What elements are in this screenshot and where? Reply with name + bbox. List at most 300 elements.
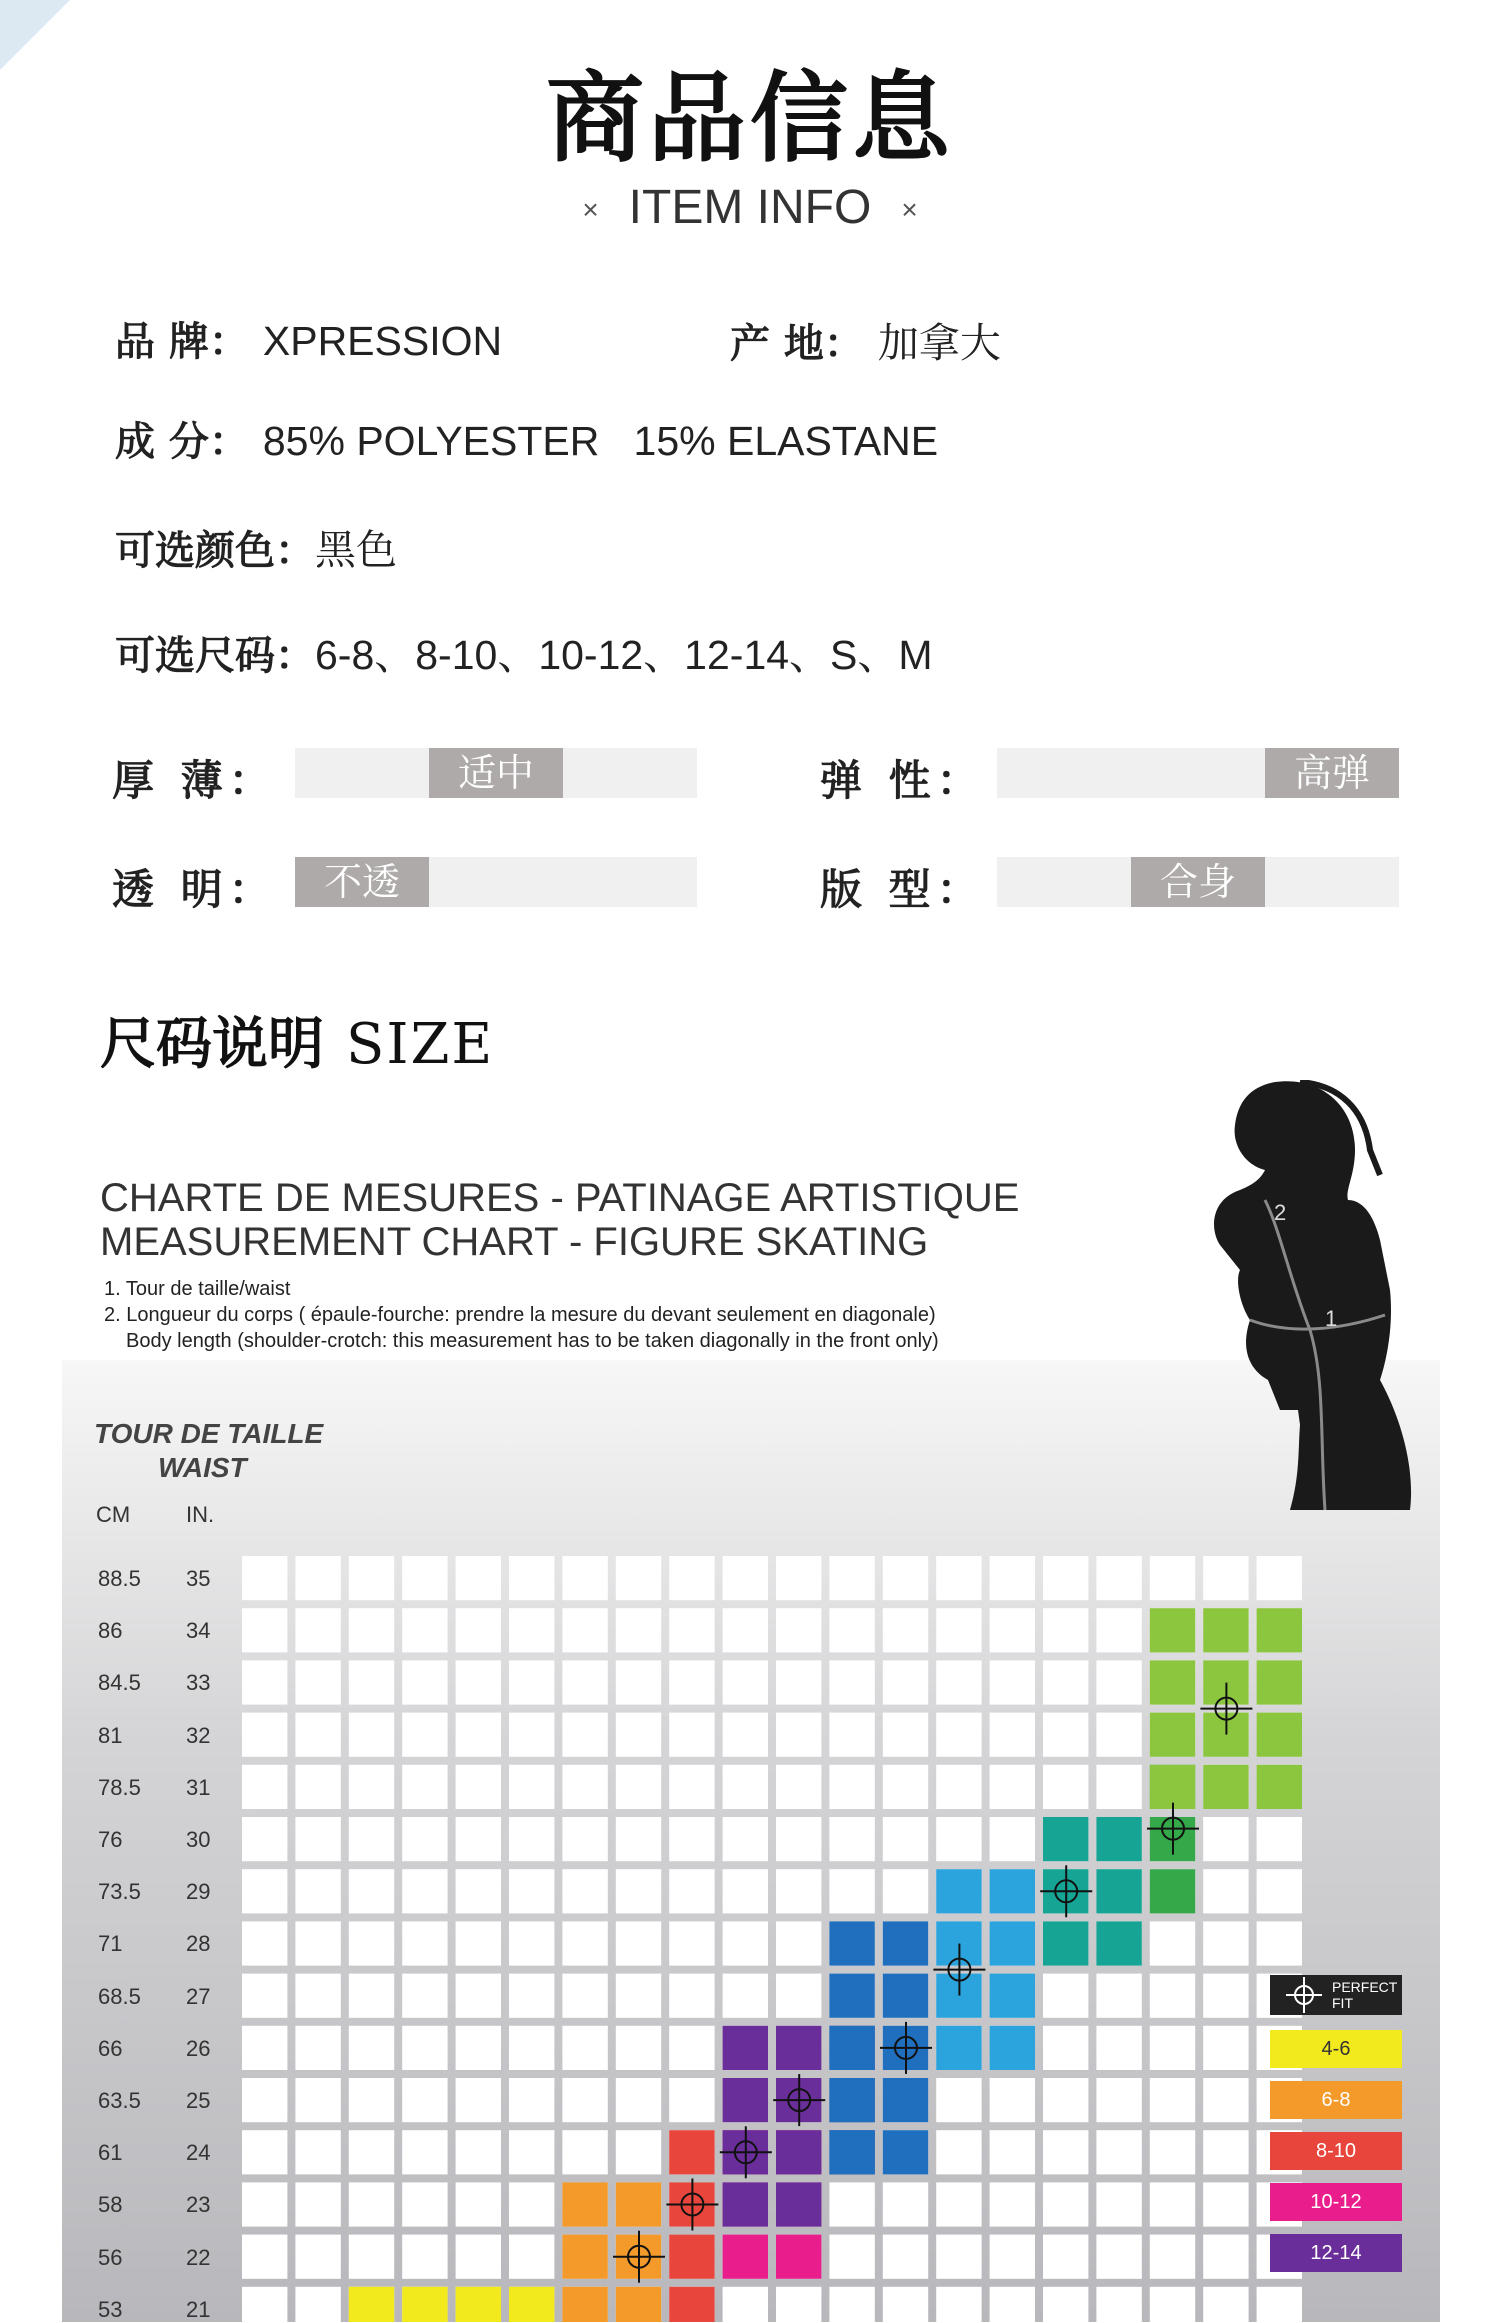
grid-cell (402, 1713, 447, 1757)
grid-cell (936, 1765, 981, 1809)
size-cell-12-14 (723, 2182, 768, 2226)
grid-cell (349, 1817, 394, 1861)
grid-cell (402, 1765, 447, 1809)
size-cell-teal (1096, 1869, 1141, 1913)
grid-cell (883, 1556, 928, 1600)
composition-value: 85% POLYESTER 15% ELASTANE (262, 418, 939, 464)
grid-cell (456, 2235, 501, 2279)
grid-cell (1043, 1608, 1088, 1652)
grid-cell (669, 1556, 714, 1600)
size-cell-lime (1257, 1608, 1302, 1652)
size-cell-12-14 (723, 2026, 768, 2070)
grid-cell (402, 1974, 447, 2018)
grid-cell (1043, 2130, 1088, 2174)
grid-cell (1150, 2078, 1195, 2122)
grid-cell (456, 1817, 501, 1861)
size-cell-10-12 (776, 2235, 821, 2279)
grid-cell (616, 1765, 661, 1809)
grid-cell (1043, 1974, 1088, 2018)
legend-item-6-8: 6-8 (1270, 2081, 1402, 2119)
grid-cell (562, 1817, 607, 1861)
grid-cell (669, 1660, 714, 1704)
legend-item-12-14: 12-14 (1270, 2234, 1402, 2272)
grid-cell (1096, 2235, 1141, 2279)
y-tick-in: 30 (186, 1827, 211, 1852)
size-cell-blue (829, 2130, 874, 2174)
silhouette-mark-1: 1 (1325, 1306, 1338, 1331)
brand-value: XPRESSION (262, 318, 503, 364)
grid-cell (456, 2182, 501, 2226)
y-tick-in: 33 (186, 1670, 211, 1696)
grid-cell (1203, 1556, 1248, 1600)
size-cell-12-14 (723, 2078, 768, 2122)
grid-cell (616, 2026, 661, 2070)
grid-cell (349, 1765, 394, 1809)
grid-cell (456, 1869, 501, 1913)
separator-right: × (901, 194, 918, 226)
grid-cell (1043, 2026, 1088, 2070)
elasticity-label: 弹 性： (820, 756, 985, 805)
transparency-label: 透 明： (112, 865, 277, 914)
chart-note-1: 1. Tour de taille/waist (104, 1278, 291, 1300)
grid-cell (509, 1608, 554, 1652)
grid-cell (616, 1869, 661, 1913)
size-cell-6-8 (562, 2287, 607, 2322)
grid-cell (1096, 1713, 1141, 1757)
size-cell-lime (1257, 1660, 1302, 1704)
elasticity-value: 高弹 (1265, 748, 1399, 798)
grid-cell (1150, 2130, 1195, 2174)
grid-cell (776, 1974, 821, 2018)
size-cell-teal (1043, 1921, 1088, 1965)
y-tick-cm: 66 (98, 2035, 123, 2061)
grid-cell (349, 2182, 394, 2226)
grid-cell (776, 1869, 821, 1913)
grid-cell (723, 1817, 768, 1861)
y-tick-in: 27 (186, 1983, 211, 2009)
grid-cell (509, 2235, 554, 2279)
grid-cell (669, 1608, 714, 1652)
size-cell-12-14 (776, 2130, 821, 2174)
size-cell-lightblue (990, 1921, 1035, 1965)
grid-cell (616, 1921, 661, 1965)
grid-cell (562, 1765, 607, 1809)
grid-cell (883, 2235, 928, 2279)
grid-cell (616, 1817, 661, 1861)
grid-cell (829, 1608, 874, 1652)
grid-cell (295, 2182, 340, 2226)
grid-cell (295, 2130, 340, 2174)
size-title-en: SIZE (346, 1012, 495, 1077)
grid-cell (936, 1556, 981, 1600)
grid-cell (990, 2287, 1035, 2322)
grid-cell (990, 1660, 1035, 1704)
grid-cell (1203, 1974, 1248, 2018)
subtitle-text: ITEM INFO (628, 181, 872, 234)
grid-cell (349, 2130, 394, 2174)
grid-cell (295, 2287, 340, 2322)
grid-cell (829, 1765, 874, 1809)
grid-cell (1203, 1817, 1248, 1861)
grid-cell (1257, 2287, 1302, 2322)
thickness-label: 厚 薄： (112, 756, 277, 805)
y-tick-in: 35 (186, 1566, 211, 1591)
grid-cell (562, 1921, 607, 1965)
chart-title-fr: CHARTE DE MESURES - PATINAGE ARTISTIQUE (100, 1176, 1020, 1220)
grid-cell (776, 1713, 821, 1757)
grid-cell (242, 2182, 287, 2226)
grid-cell (242, 2235, 287, 2279)
y-tick-in: 22 (186, 2244, 211, 2270)
size-cell-lime (1150, 1608, 1195, 1652)
y-tick-cm: 84.5 (98, 1670, 141, 1696)
size-cell-lightblue (990, 2026, 1035, 2070)
grid-cell (1203, 2078, 1248, 2122)
grid-cell (990, 2130, 1035, 2174)
grid-cell (1043, 2182, 1088, 2226)
y-tick-in: 34 (186, 1618, 211, 1644)
grid-cell (829, 1817, 874, 1861)
grid-cell (509, 2130, 554, 2174)
y-tick-cm: 88.5 (98, 1566, 141, 1591)
grid-cell (242, 2287, 287, 2322)
grid-cell (616, 2130, 661, 2174)
grid-cell (990, 1556, 1035, 1600)
grid-cell (456, 1765, 501, 1809)
size-cell-lightblue (990, 1974, 1035, 2018)
grid-cell (776, 2287, 821, 2322)
grid-cell (562, 1660, 607, 1704)
grid-cell (295, 1556, 340, 1600)
grid-cell (829, 2235, 874, 2279)
grid-cell (883, 2287, 928, 2322)
grid-cell (1203, 2235, 1248, 2279)
grid-cell (829, 1869, 874, 1913)
origin-value: 加拿大 (877, 320, 1001, 366)
grid-cell (990, 1817, 1035, 1861)
grid-cell (1096, 1556, 1141, 1600)
grid-cell (883, 1660, 928, 1704)
grid-cell (349, 2026, 394, 2070)
grid-cell (349, 1869, 394, 1913)
grid-cell (562, 1869, 607, 1913)
size-cell-lime (1203, 1608, 1248, 1652)
grid-cell (562, 1974, 607, 2018)
grid-cell (509, 1660, 554, 1704)
y-tick-cm: 53 (98, 2296, 123, 2322)
grid-cell (990, 1608, 1035, 1652)
grid-cell (776, 1765, 821, 1809)
size-cell-lime (1150, 1660, 1195, 1704)
chart-note-2: 2. Longueur du corps ( épaule-fourche: prendre la mesure du devant seulement en diagonale) (104, 1304, 936, 1326)
grid-cell (616, 1608, 661, 1652)
y-tick-cm: 78.5 (98, 1774, 141, 1800)
y-tick-cm: 73.5 (98, 1879, 141, 1905)
grid-cell (1257, 1869, 1302, 1913)
grid-cell (402, 1556, 447, 1600)
grid-cell (616, 1660, 661, 1704)
axis-label-fr: TOUR DE TAILLE (94, 1418, 324, 1449)
grid-cell (402, 1608, 447, 1652)
grid-cell (723, 2287, 768, 2322)
grid-cell (1203, 2130, 1248, 2174)
grid-cell (723, 1556, 768, 1600)
size-cell-4-6 (402, 2287, 447, 2322)
size-cell-green (1150, 1869, 1195, 1913)
grid-cell (1203, 1921, 1248, 1965)
y-tick-in: 25 (186, 2088, 211, 2113)
axis-label-en: WAIST (158, 1452, 247, 1483)
grid-cell (1203, 2287, 1248, 2322)
size-cell-blue (883, 1921, 928, 1965)
grid-cell (242, 1660, 287, 1704)
grid-cell (936, 2182, 981, 2226)
size-cell-lightblue (936, 2026, 981, 2070)
grid-cell (990, 2182, 1035, 2226)
size-cell-blue (883, 2130, 928, 2174)
grid-cell (456, 2078, 501, 2122)
grid-cell (669, 2078, 714, 2122)
grid-cell (990, 1765, 1035, 1809)
grid-cell (1150, 2287, 1195, 2322)
grid-cell (295, 1817, 340, 1861)
grid-cell (776, 1660, 821, 1704)
grid-cell (509, 1765, 554, 1809)
y-tick-cm: 71 (98, 1931, 123, 1957)
size-cell-6-8 (562, 2182, 607, 2226)
size-cell-lime (1150, 1713, 1195, 1757)
grid-cell (883, 1817, 928, 1861)
brand-label: 品 牌： (115, 319, 249, 365)
grid-cell (349, 2078, 394, 2122)
grid-cell (669, 1817, 714, 1861)
grid-cell (402, 2235, 447, 2279)
y-tick-cm: 56 (98, 2244, 123, 2270)
grid-cell (456, 2026, 501, 2070)
composition-label: 成 分： (115, 419, 249, 465)
grid-cell (616, 1713, 661, 1757)
grid-cell (242, 2130, 287, 2174)
size-cell-blue (829, 2078, 874, 2122)
y-tick-cm: 58 (98, 2192, 123, 2218)
grid-cell (936, 2130, 981, 2174)
grid-cell (1043, 1765, 1088, 1809)
size-cell-12-14 (776, 2026, 821, 2070)
grid-cell (242, 1817, 287, 1861)
grid-cell (1150, 2026, 1195, 2070)
grid-cell (509, 1974, 554, 2018)
grid-cell (936, 2078, 981, 2122)
y-tick-in: 21 (186, 2296, 211, 2322)
grid-cell (562, 2078, 607, 2122)
grid-cell (456, 1713, 501, 1757)
size-cell-4-6 (509, 2287, 554, 2322)
grid-cell (1096, 2287, 1141, 2322)
grid-cell (242, 2078, 287, 2122)
grid-cell (402, 1921, 447, 1965)
y-tick-cm: 76 (98, 1827, 123, 1852)
chart-title-en: MEASUREMENT CHART - FIGURE SKATING (100, 1220, 929, 1264)
grid-cell (295, 1921, 340, 1965)
grid-cell (936, 1817, 981, 1861)
grid-cell (829, 2182, 874, 2226)
grid-cell (242, 1974, 287, 2018)
fit-label: 版 型： (820, 865, 985, 914)
grid-cell (723, 1765, 768, 1809)
grid-cell (1150, 1974, 1195, 2018)
y-tick-cm: 86 (98, 1618, 123, 1644)
y-tick-cm: 63.5 (98, 2088, 141, 2113)
grid-cell (509, 2078, 554, 2122)
grid-cell (723, 1921, 768, 1965)
grid-cell (295, 1660, 340, 1704)
y-tick-in: 28 (186, 1931, 211, 1957)
grid-cell (295, 1869, 340, 1913)
grid-cell (509, 1713, 554, 1757)
grid-cell (723, 1974, 768, 2018)
grid-cell (829, 1660, 874, 1704)
grid-cell (936, 2287, 981, 2322)
page-title: 商品信息 (545, 62, 954, 176)
silhouette-mark-2: 2 (1274, 1200, 1287, 1225)
grid-cell (936, 1713, 981, 1757)
legend-perfect-fit-label: PERFECT FIT (1332, 1979, 1398, 2011)
y-tick-cm: 81 (98, 1722, 123, 1748)
grid-cell (616, 1974, 661, 2018)
grid-cell (402, 1817, 447, 1861)
grid-cell (723, 1660, 768, 1704)
grid-cell (562, 1713, 607, 1757)
sizes-value: 6-8、8-10、10-12、12-14、S、M (315, 632, 933, 678)
grid-cell (402, 1869, 447, 1913)
grid-cell (1043, 2235, 1088, 2279)
grid-cell (990, 2235, 1035, 2279)
grid-cell (295, 1608, 340, 1652)
grid-cell (829, 2287, 874, 2322)
y-tick-cm: 61 (98, 2140, 123, 2166)
grid-cell (1257, 1556, 1302, 1600)
grid-cell (669, 1921, 714, 1965)
y-tick-in: 32 (186, 1722, 211, 1748)
transparency-value: 不透 (295, 857, 429, 907)
grid-cell (616, 2078, 661, 2122)
size-cell-4-6 (349, 2287, 394, 2322)
size-cell-teal (1043, 1817, 1088, 1861)
grid-cell (349, 1921, 394, 1965)
y-tick-in: 24 (186, 2140, 211, 2166)
grid-cell (883, 1765, 928, 1809)
grid-cell (936, 1660, 981, 1704)
grid-cell (1096, 2130, 1141, 2174)
crosshair-icon (1284, 1975, 1324, 2015)
grid-cell (1096, 1608, 1141, 1652)
grid-cell (776, 1556, 821, 1600)
grid-cell (1203, 1869, 1248, 1913)
grid-cell (349, 1608, 394, 1652)
size-cell-teal (1096, 1921, 1141, 1965)
grid-cell (1043, 1556, 1088, 1600)
size-cell-8-10 (669, 2287, 714, 2322)
chart-note-3: Body length (shoulder-crotch: this measurement has to be taken diagonally in the front only) (126, 1330, 939, 1352)
unit-cm: CM (96, 1502, 131, 1527)
grid-cell (669, 1713, 714, 1757)
legend-item-10-12: 10-12 (1270, 2183, 1402, 2221)
size-cell-10-12 (723, 2235, 768, 2279)
grid-cell (456, 1608, 501, 1652)
grid-cell (242, 1921, 287, 1965)
grid-cell (402, 2078, 447, 2122)
unit-in: IN. (186, 1502, 215, 1527)
grid-cell (1043, 2078, 1088, 2122)
grid-cell (990, 2078, 1035, 2122)
size-cell-6-8 (562, 2235, 607, 2279)
grid-cell (562, 1556, 607, 1600)
grid-cell (349, 1556, 394, 1600)
grid-cell (883, 1869, 928, 1913)
size-cell-lime (1257, 1713, 1302, 1757)
grid-cell (509, 2182, 554, 2226)
grid-cell (295, 2078, 340, 2122)
grid-cell (669, 1974, 714, 2018)
size-cell-12-14 (776, 2182, 821, 2226)
grid-cell (295, 2026, 340, 2070)
size-cell-teal (1096, 1817, 1141, 1861)
grid-cell (883, 1713, 928, 1757)
grid-cell (776, 1608, 821, 1652)
grid-cell (295, 1974, 340, 2018)
grid-cell (242, 1556, 287, 1600)
grid-cell (509, 1556, 554, 1600)
grid-cell (669, 2026, 714, 2070)
grid-cell (456, 2130, 501, 2174)
thickness-value: 适中 (429, 748, 563, 798)
grid-cell (1257, 1817, 1302, 1861)
grid-cell (242, 1608, 287, 1652)
grid-cell (242, 2026, 287, 2070)
size-cell-8-10 (669, 2235, 714, 2279)
grid-cell (509, 1869, 554, 1913)
grid-cell (883, 2182, 928, 2226)
grid-cell (295, 2235, 340, 2279)
grid-cell (509, 2026, 554, 2070)
origin-label: 产 地： (730, 321, 864, 367)
sizes-label: 可选尺码： (115, 633, 315, 679)
colors-value: 黑色 (315, 527, 397, 573)
grid-cell (402, 2182, 447, 2226)
grid-cell (669, 1765, 714, 1809)
grid-cell (723, 1713, 768, 1757)
size-cell-blue (829, 2026, 874, 2070)
grid-cell (456, 1660, 501, 1704)
y-tick-cm: 68.5 (98, 1983, 141, 2009)
size-cell-lime (1203, 1765, 1248, 1809)
grid-cell (723, 1608, 768, 1652)
grid-cell (776, 1921, 821, 1965)
grid-cell (562, 2130, 607, 2174)
grid-cell (1096, 2182, 1141, 2226)
grid-cell (349, 2235, 394, 2279)
grid-cell (456, 1556, 501, 1600)
grid-cell (829, 1713, 874, 1757)
legend-item-4-6: 4-6 (1270, 2030, 1402, 2068)
grid-cell (1096, 2078, 1141, 2122)
grid-cell (509, 1921, 554, 1965)
grid-cell (562, 2026, 607, 2070)
size-cell-blue (883, 2078, 928, 2122)
size-cell-lightblue (990, 1869, 1035, 1913)
grid-cell (936, 2235, 981, 2279)
size-cell-lime (1257, 1765, 1302, 1809)
